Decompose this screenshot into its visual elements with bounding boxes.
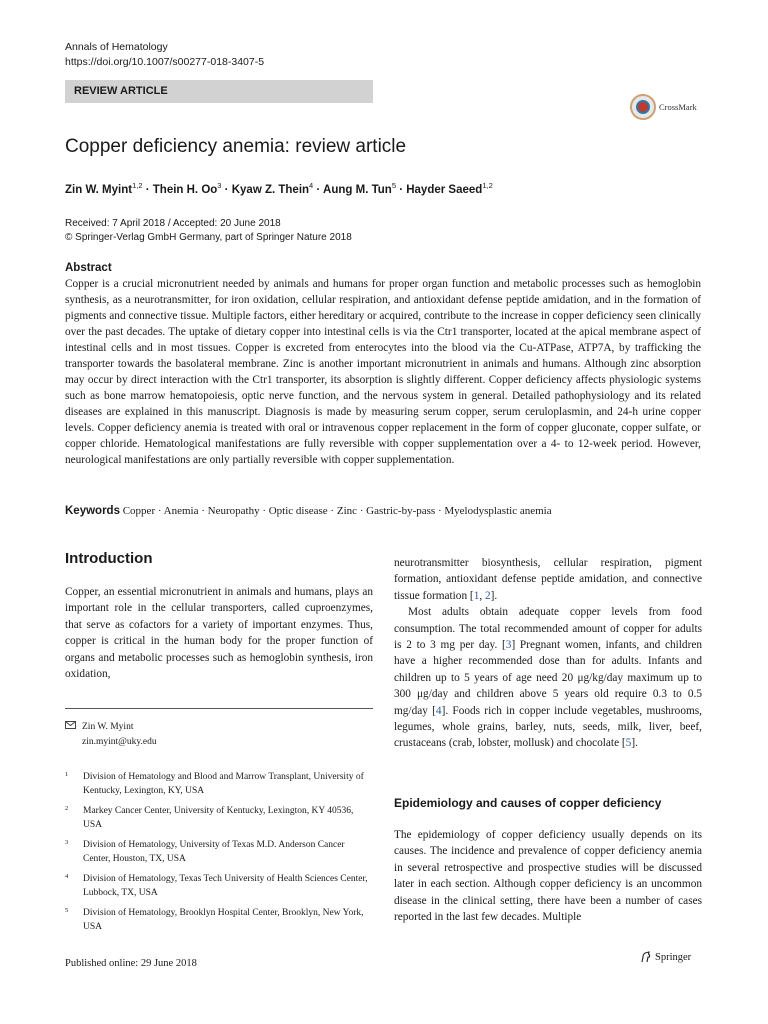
keywords <box>65 503 552 519</box>
publisher-name: Springer <box>655 951 692 963</box>
citation-link[interactable]: 5 <box>625 737 632 750</box>
affiliation-item: 3 Division of Hematology, University of Texas M.D. Anderson Cancer Center, Houston, TX, USA <box>65 839 345 864</box>
keywords-list: Copper · Anemia · Neuropathy · Optic disease · Zinc · Gastric-by-pass · Myelodysplastic anemia <box>122 505 552 517</box>
affiliation-item: 2 Markey Cancer Center, University of Kentucky, Lexington, KY 40536, USA <box>65 805 354 830</box>
abstract-text: Copper is a crucial micronutrient needed by animals and humans for proper organ function and metabolic processes such as hemoglobin synthesis, as a neurotransmitter, for iron oxidation, cellular respiration, and antioxidant defense peptide amidation, and in the formation of pigments and connective tissue. Multiple factors, either hereditary or acquired, contribute to the increase in copper deficiency seen clinically over the past decades. The uptake of dietary copper into intestinal cells is via the Ctr1 transporter, located at the apical membrane aspect of intestinal cells and in most tissues. Copper is excreted from enterocytes into the blood via the Cu-ATPase, ATP7A, by trafficking the transporter towards the basolateral membrane. Zinc is another important micronutrient in animals and humans. Although zinc absorption may occur by direct interaction with the Ctr1 transporter, its absorption is slightly different. Copper deficiency affects physiologic systems such as bone marrow hematopoiesis, optic nerve function, and the nervous system in general. Detailed pathophysiology and its related diseases are explained in this manuscript. Diagnosis is made by measuring serum copper, serum ceruloplasmin, and 24-h urine copper levels. Copper deficiency anemia is treated with oral or intravenous copper replacement in the form of copper gluconate, copper sulfate, or copper chloride. Hematological manifestations are fully reversible with copper supplementation over a 4- to 12-week period. However, neurological manifestations are only partially reversible with copper supplementation. <box>65 278 701 466</box>
author-affil-sup: 4 <box>309 181 314 190</box>
citation-link[interactable]: 1 <box>473 589 480 602</box>
author-name[interactable]: Zin W. Myint <box>65 183 133 196</box>
crossmark-badge[interactable] <box>630 92 697 122</box>
author-name[interactable]: Aung M. Tun <box>323 183 392 196</box>
author-separator: · <box>145 183 150 196</box>
author-separator: · <box>399 183 404 196</box>
author-affil-sup: 1,2 <box>132 181 143 190</box>
crossmark-label: CrossMark <box>659 102 697 112</box>
citation-link[interactable]: 4 <box>435 704 442 717</box>
author-affil-sup: 5 <box>391 181 396 190</box>
citation-link[interactable]: 2 <box>485 589 491 602</box>
crossmark-icon <box>630 94 656 120</box>
author-list <box>65 177 493 199</box>
author-separator: · <box>316 183 321 196</box>
doi-link[interactable]: https://doi.org/10.1007/s00277-018-3407-5 <box>65 56 265 68</box>
corresponding-email[interactable]: zin.myint@uky.edu <box>82 737 157 747</box>
epidemiology-paragraph: The epidemiology of copper deficiency usually depends on its causes. The incidence and prevalence of copper deficiency anemia in several retrospective and prospective studies will be discussed later in each section. Although copper deficiency is an uncommon disease in the clinical setting, there have been a number of cases reported in the last few decades. Multiple <box>394 829 702 924</box>
article-dates <box>65 217 352 245</box>
intro-paragraph-2: Most adults obtain adequate copper levels from food consumption. The total recommended amount of copper for adults is 2 to 3 mg per day. [3] Pregnant women, infants, and children have a higher recommended dose than for adults. Infants and children up to 5 years of age need 20 μg/kg/day maximum up to 300 μg/day and children above 5 years old require 0.3 to 0.5 mg/day [4]. Foods rich in copper include vegetables, mushrooms, legumes, whole grains, barley, nuts, seeds, milk, liver, beef, crustaceans (crab, lobster, mollusk) and chocolate [5]. <box>394 606 702 750</box>
author-name[interactable]: Kyaw Z. Thein <box>231 183 310 196</box>
author-affil-sup: 1,2 <box>482 181 493 190</box>
affiliation-item: 1 Division of Hematology and Blood and Marrow Transplant, University of Kentucky, Lexington, KY, USA <box>65 771 364 796</box>
journal-name: Annals of Hematology <box>65 41 168 53</box>
correspondence <box>65 720 157 750</box>
citation-link[interactable]: 3 <box>505 639 512 652</box>
published-date: Published online: 29 June 2018 <box>65 958 197 969</box>
author-name[interactable]: Thein H. Oo <box>152 183 218 196</box>
article-type-banner <box>65 80 373 103</box>
publisher-logo <box>640 951 691 963</box>
author-affil-sup: 3 <box>217 181 222 190</box>
author-separator: · <box>224 183 229 196</box>
affiliation-item: 4 Division of Hematology, Texas Tech University of Health Sciences Center, Lubbock, TX, USA <box>65 873 368 898</box>
article-title: Copper deficiency anemia: review article <box>65 136 407 157</box>
keywords-label: Keywords <box>65 505 120 517</box>
envelope-icon <box>65 720 77 735</box>
affiliation-item: 5 Division of Hematology, Brooklyn Hospital Center, Brooklyn, New York, USA <box>65 907 364 932</box>
copyright-line: © Springer-Verlag GmbH Germany, part of Springer Nature 2018 <box>65 232 352 243</box>
springer-horse-icon <box>640 951 652 963</box>
intro-column-right <box>394 555 702 752</box>
epidemiology-heading: Epidemiology and causes of copper deficiency <box>394 796 662 810</box>
corresponding-author: Zin W. Myint <box>82 722 134 732</box>
abstract-heading: Abstract <box>65 262 112 274</box>
intro-paragraph-left: Copper, an essential micronutrient in animals and humans, plays an important role in the cellular transporters, called cuproenzymes, that serve as cofactors for a variety of important enzymes. Thus, copper is critical in the human body for the proper function of organs and metabolic processes such as hemoglobin synthesis, iron oxidation, <box>65 586 373 681</box>
intro-paragraph-continued: neurotransmitter biosynthesis, cellular respiration, pigment formation, antioxidant defense peptide amidation, and connective tissue formation [1, 2]. <box>394 557 702 602</box>
article-type-label: REVIEW ARTICLE <box>74 85 168 97</box>
author-name[interactable]: Hayder Saeed <box>406 183 483 196</box>
introduction-heading: Introduction <box>65 550 153 567</box>
footnote-divider <box>65 708 373 709</box>
affiliations <box>65 770 373 940</box>
received-accepted: Received: 7 April 2018 / Accepted: 20 June 2018 <box>65 218 281 229</box>
journal-header <box>65 40 264 70</box>
